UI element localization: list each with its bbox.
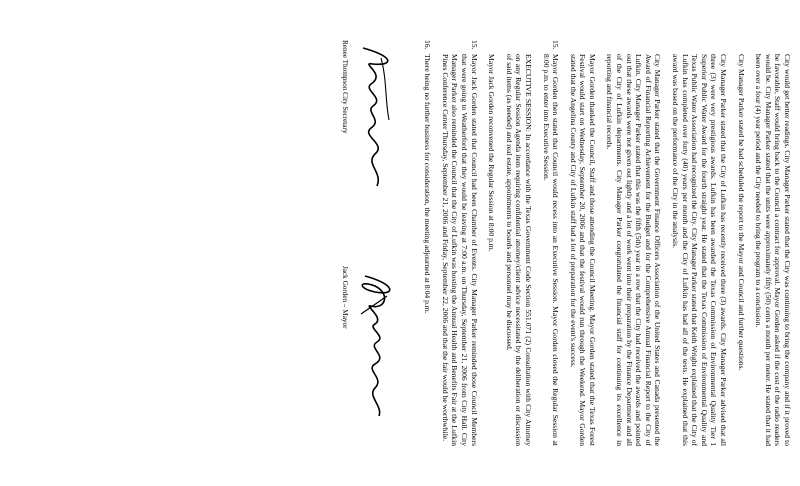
- paragraph-report: City Manager Parker stated he had scheduled the report to the Mayor and Council and further questions.: [736, 54, 746, 371]
- paragraph-water-award: City Manager Parker stated that the City of Lufkin has recently received three (3) awards. City Manager Parker advised that all three (3) were very prestigious awards. Lufkin has been awarded the Texas Commission of Environmental Quality Tier 1 Superior Public Water Award for the fourth straight year. He stated that the Texas Commission of Environmental Quality and Texas Public Water Association had recognized the City. City Manager Parker stated that Keith Wright explained that the City of Lufkin has completed over forty (40) years per month and the City of Lufkin has had all of the tests. He explained that this award was based on the performance of the City in the analysis.: [671, 54, 729, 446]
- paragraph-reconvene: Mayor Jack Gorden reconvened the Regular Session at 8:00 p.m.: [487, 54, 497, 252]
- secretary-handwritten-signature: [349, 40, 405, 200]
- secretary-signature: [340, 40, 405, 210]
- paragraph-radio-readers: City would get better readings. City Manager Parker stated that the City was continuing to bring the company and if it proved to be favorable, Staff would bring back to the Council a contract for approval. Mayor Gorden asked if the cost of the radio readers would be. City Manager Parker stated that the units were approximately fifty (50) cents a month per meter. He stated that it had been over a four (4) year period and the City needed to bring the program to a conclusion.: [754, 54, 792, 446]
- mayor-caption: Jack Gorden – Mayor: [340, 266, 349, 329]
- item-recess-text: Mayor Gorden then stated that Council would recess into an Executive Session. Mayor Gorden closed the Regular Session at 8:00 p.m. to enter into Executive Session.: [541, 54, 561, 446]
- item-recess: [541, 40, 560, 446]
- item-adjourn: [423, 40, 433, 446]
- mayor-handwritten-signature: [349, 266, 405, 426]
- paragraph-executive-session: EXECUTIVE SESSION: In accordance with the Texas Government Code Section 551.071 (2) Consultation with City Attorney on any Regular Session Agenda item requiring confidential attorney/client advice necessitated by the deliberation or discussion of said items (as needed) and real estate, appointments to boards and personnel may be discussed.: [504, 54, 533, 446]
- item-weatherford: [440, 40, 478, 446]
- paragraph-forest-festival: Mayor Gorden thanked the Council, Staff and those attending the Council Meeting. Mayor Gorden stated that the Texas Forest Festival would start on Wednesday, September 20, 2006 and that the festival would run through the Weekend. Mayor Gorden stated that the Angelina County and City of Lufkin staff had a lot of preparation for the event's success.: [568, 54, 597, 446]
- mayor-signature: [340, 266, 405, 436]
- paragraph-finance-award: City Manager Parker stated that the Government Finance Officers Association of the United States and Canada presented the Award of Financial Reporting Achievement for the Budget and for the Comprehensive Annual Financial Report to the City of Lufkin. City Manager Parker stated that this was the fifth (5th) year in a row that the City had received the awards and pointed out that these awards were not given out lightly and a lot of work went into their preparation by the Finance Department and all of the City of Lufkin departments. City Manager Parker congratulated the financial staff for continuing its excellence in reporting and financial records.: [605, 54, 663, 446]
- item-number: 15.: [469, 40, 479, 50]
- item-number: 15.: [551, 40, 561, 50]
- secretary-caption: Renee Thompson City Secretary: [340, 40, 349, 134]
- item-number: 16.: [423, 40, 433, 50]
- item-weatherford-text: Mayor Jack Gorden stated that Council had been Chamber of Events. City Manager Parker reminded those Council Members that were going to Weatherford that they would be leaving at 7:00 a.m. on Thursday, September 21, 2006 from City Hall. City Manager Parker also reminded the Council that the City of Lufkin was hosting the Annual Health and Benefits Fair at the Lufkin Pines Conference Center Thursday, September 21, 2006 and Friday, September 22, 2006 and that the fair would be worthwhile.: [440, 54, 479, 446]
- signature-block: [325, 40, 405, 446]
- item-adjourn-text: There being no further business for consideration, the meeting adjourned at 8:04 p.m.: [423, 54, 433, 314]
